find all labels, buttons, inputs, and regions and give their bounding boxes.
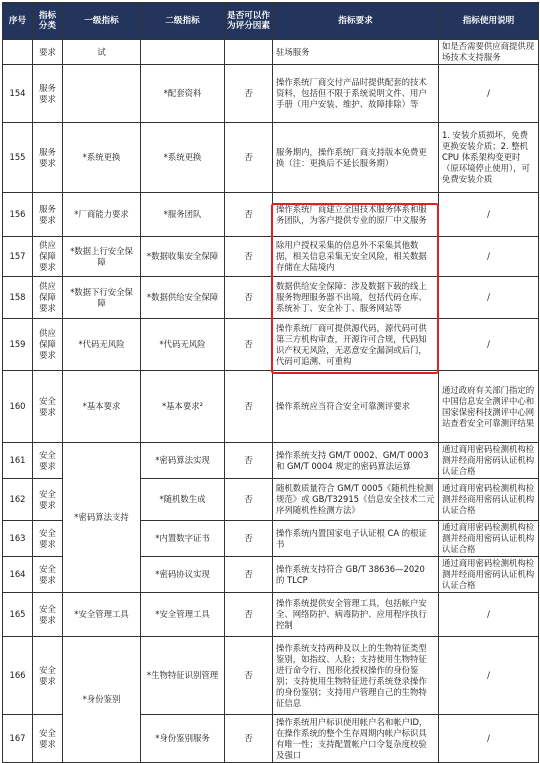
cell-usage: / bbox=[439, 277, 539, 319]
cell-level2: *内置数字证书 bbox=[141, 521, 225, 557]
cell-seq: 163 bbox=[3, 521, 33, 557]
cell-veto: 否 bbox=[225, 371, 273, 443]
table-row bbox=[3, 371, 539, 443]
cell-veto: 否 bbox=[225, 319, 273, 371]
cell-seq: 159 bbox=[3, 319, 33, 371]
cell-veto: 否 bbox=[225, 593, 273, 637]
cell-seq: 161 bbox=[3, 443, 33, 479]
cell-category: 安全要求 bbox=[33, 557, 63, 593]
cell-requirement: 操作系统提供安全管理工具，包括帐户安全、网络防护、病毒防护、应用程序执行控制 bbox=[273, 593, 439, 637]
cell-veto: 否 bbox=[225, 65, 273, 123]
cell-usage: 1. 安装介质损坏，免费更换安装介质；2. 整机 CPU 体系架构变更时（原环境停止使用），可免费安装介质 bbox=[439, 123, 539, 193]
cell-usage: / bbox=[439, 65, 539, 123]
cell-level1: *安全管理工具 bbox=[63, 593, 141, 637]
cell-usage: 通过政府有关部门指定的中国信息安全测评中心和国家保密科技测评中心网站查看安全可靠测评结果 bbox=[439, 371, 539, 443]
table-row bbox=[3, 123, 539, 193]
cell-veto: 否 bbox=[225, 193, 273, 237]
cell-seq bbox=[3, 40, 33, 65]
requirements-table bbox=[2, 2, 539, 763]
table-row bbox=[3, 277, 539, 319]
cell-level1: *基本要求 bbox=[63, 371, 141, 443]
cell-level2: *随机数生成 bbox=[141, 479, 225, 521]
cell-category: 服务要求 bbox=[33, 65, 63, 123]
cell-requirement: 操作系统厂商可提供源代码，源代码可供第三方机构审查，开源许可合规，代码知识产权无风险，无恶意安全漏洞或后门，代码可追溯、可重构 bbox=[273, 319, 439, 371]
cell-category: 供应保障要求 bbox=[33, 319, 63, 371]
cell-level2: *安全管理工具 bbox=[141, 593, 225, 637]
cell-level2: *配套资料 bbox=[141, 65, 225, 123]
table-row bbox=[3, 593, 539, 637]
cell-veto: 否 bbox=[225, 479, 273, 521]
cell-veto: 否 bbox=[225, 557, 273, 593]
table-row bbox=[3, 193, 539, 237]
cell-level1: *代码无风险 bbox=[63, 319, 141, 371]
table-row bbox=[3, 319, 539, 371]
cell-level2: *生物特征识别管理 bbox=[141, 637, 225, 715]
cell-veto: 否 bbox=[225, 237, 273, 277]
cell-seq: 157 bbox=[3, 237, 33, 277]
cell-seq: 154 bbox=[3, 65, 33, 123]
cell-seq: 165 bbox=[3, 593, 33, 637]
cell-usage: / bbox=[439, 715, 539, 763]
cell-seq: 158 bbox=[3, 277, 33, 319]
header-category: 指标分类 bbox=[33, 3, 63, 40]
cell-seq: 167 bbox=[3, 715, 33, 763]
header-usage: 指标使用说明 bbox=[439, 3, 539, 40]
cell-category: 安全要求 bbox=[33, 715, 63, 763]
cell-level1: 试 bbox=[63, 40, 141, 65]
cell-seq: 155 bbox=[3, 123, 33, 193]
header-veto: 是否可以作为评分因素 bbox=[225, 3, 273, 40]
cell-seq: 160 bbox=[3, 371, 33, 443]
cell-category: 安全要求 bbox=[33, 637, 63, 715]
cell-requirement: 操作系统支持 GM/T 0002、GM/T 0003 和 GM/T 0004 规定的密码算法运算 bbox=[273, 443, 439, 479]
cell-level2 bbox=[141, 40, 225, 65]
cell-seq: 166 bbox=[3, 637, 33, 715]
cell-seq: 156 bbox=[3, 193, 33, 237]
cell-requirement: 操作系统支持符合 GB/T 38636—2020 的 TLCP bbox=[273, 557, 439, 593]
cell-category: 安全要求 bbox=[33, 443, 63, 479]
cell-requirement: 服务期内，操作系统厂商支持版本免费更换（注：更换后不延长服务期） bbox=[273, 123, 439, 193]
cell-category: 安全要求 bbox=[33, 593, 63, 637]
cell-category: 安全要求 bbox=[33, 479, 63, 521]
cell-level2: *数据供给安全保障 bbox=[141, 277, 225, 319]
cell-seq: 164 bbox=[3, 557, 33, 593]
cell-category: 供应保障要求 bbox=[33, 237, 63, 277]
cell-requirement: 操作系统支持两种及以上的生物特征类型鉴别，如指纹、人脸；支持使用生物特征进行命令行、图形化授权操作的身份鉴别；支持使用生物特征进行系统登录操作的身份鉴别；支持用户管理自己的生物特征信息 bbox=[273, 637, 439, 715]
table-row bbox=[3, 40, 539, 65]
cell-level2: *系统更换 bbox=[141, 123, 225, 193]
cell-usage: 如是否需要供应商提供现场技术支持服务 bbox=[439, 40, 539, 65]
cell-requirement: 除用户授权采集的信息外不采集其他数据，相关信息采集无安全风险，相关数据存储在大陆境内 bbox=[273, 237, 439, 277]
cell-usage: / bbox=[439, 593, 539, 637]
cell-category: 要求 bbox=[33, 40, 63, 65]
cell-usage: 通过商用密码检测机构检测并经商用密码认证机构认证合格 bbox=[439, 557, 539, 593]
cell-veto: 否 bbox=[225, 637, 273, 715]
cell-category: 安全要求 bbox=[33, 521, 63, 557]
header-seq: 序号 bbox=[3, 3, 33, 40]
cell-veto: 否 bbox=[225, 443, 273, 479]
cell-level1: *系统更换 bbox=[63, 123, 141, 193]
cell-level2: *代码无风险 bbox=[141, 319, 225, 371]
table-row bbox=[3, 237, 539, 277]
cell-level2: *服务团队 bbox=[141, 193, 225, 237]
cell-requirement: 随机数质量符合 GM/T 0005《随机性检测规范》或 GB/T32915《信息安全技术二元序列随机性检测方法》 bbox=[273, 479, 439, 521]
table-row bbox=[3, 443, 539, 479]
cell-level1: *厂商能力要求 bbox=[63, 193, 141, 237]
cell-level2: *密码协议实现 bbox=[141, 557, 225, 593]
cell-requirement: 驻场服务 bbox=[273, 40, 439, 65]
header-level2: 二级指标 bbox=[141, 3, 225, 40]
cell-requirement: 数据供给安全保障：涉及数据下载的线上服务物理服务器不出境，包括代码仓库、系统补丁、安全补丁、服务网站等 bbox=[273, 277, 439, 319]
cell-level1: *密码算法支持 bbox=[63, 443, 141, 593]
cell-seq: 162 bbox=[3, 479, 33, 521]
cell-requirement: 操作系统用户标识使用帐户名和帐户ID，在操作系统的整个生存周期内帐户标识具有唯一性；支持配置帐户口令复杂度校验及强口 bbox=[273, 715, 439, 763]
cell-veto: 否 bbox=[225, 123, 273, 193]
cell-category: 供应保障要求 bbox=[33, 277, 63, 319]
cell-level1: *数据下行安全保障 bbox=[63, 277, 141, 319]
header-level1: 一级指标 bbox=[63, 3, 141, 40]
cell-level1: *身份鉴别 bbox=[63, 637, 141, 763]
cell-category: 服务要求 bbox=[33, 193, 63, 237]
cell-requirement: 操作系统厂商建立全国技术服务体系和服务团队，为客户提供专业的原厂中文服务 bbox=[273, 193, 439, 237]
cell-level2: *密码算法实现 bbox=[141, 443, 225, 479]
cell-requirement: 操作系统厂商交付产品时提供配套的技术资料，包括但不限于系统说明文件、用户手册（用户安装、维护、故障排除）等 bbox=[273, 65, 439, 123]
cell-level1 bbox=[63, 65, 141, 123]
cell-usage: / bbox=[439, 237, 539, 277]
header-row bbox=[3, 3, 539, 40]
cell-usage: / bbox=[439, 193, 539, 237]
cell-level2: *数据收集安全保障 bbox=[141, 237, 225, 277]
cell-level1: *数据上行安全保障 bbox=[63, 237, 141, 277]
cell-veto: 否 bbox=[225, 521, 273, 557]
cell-usage: / bbox=[439, 637, 539, 715]
cell-usage: 通过商用密码检测机构检测并经商用密码认证机构认证合格 bbox=[439, 443, 539, 479]
header-requirement: 指标要求 bbox=[273, 3, 439, 40]
cell-veto: 否 bbox=[225, 277, 273, 319]
cell-level2: *基本要求² bbox=[141, 371, 225, 443]
cell-veto bbox=[225, 40, 273, 65]
cell-requirement: 操作系统内置国家电子认证根 CA 的根证书 bbox=[273, 521, 439, 557]
cell-category: 服务要求 bbox=[33, 123, 63, 193]
cell-veto: 否 bbox=[225, 715, 273, 763]
cell-usage: / bbox=[439, 319, 539, 371]
table-row bbox=[3, 65, 539, 123]
table-row bbox=[3, 637, 539, 715]
cell-category: 安全要求 bbox=[33, 371, 63, 443]
cell-usage: 通过商用密码检测机构检测并经商用密码认证机构认证合格 bbox=[439, 521, 539, 557]
cell-requirement: 操作系统应当符合安全可靠测评要求 bbox=[273, 371, 439, 443]
cell-level2: *身份鉴别服务 bbox=[141, 715, 225, 763]
cell-usage: 通过商用密码检测机构检测并经商用密码认证机构认证合格 bbox=[439, 479, 539, 521]
